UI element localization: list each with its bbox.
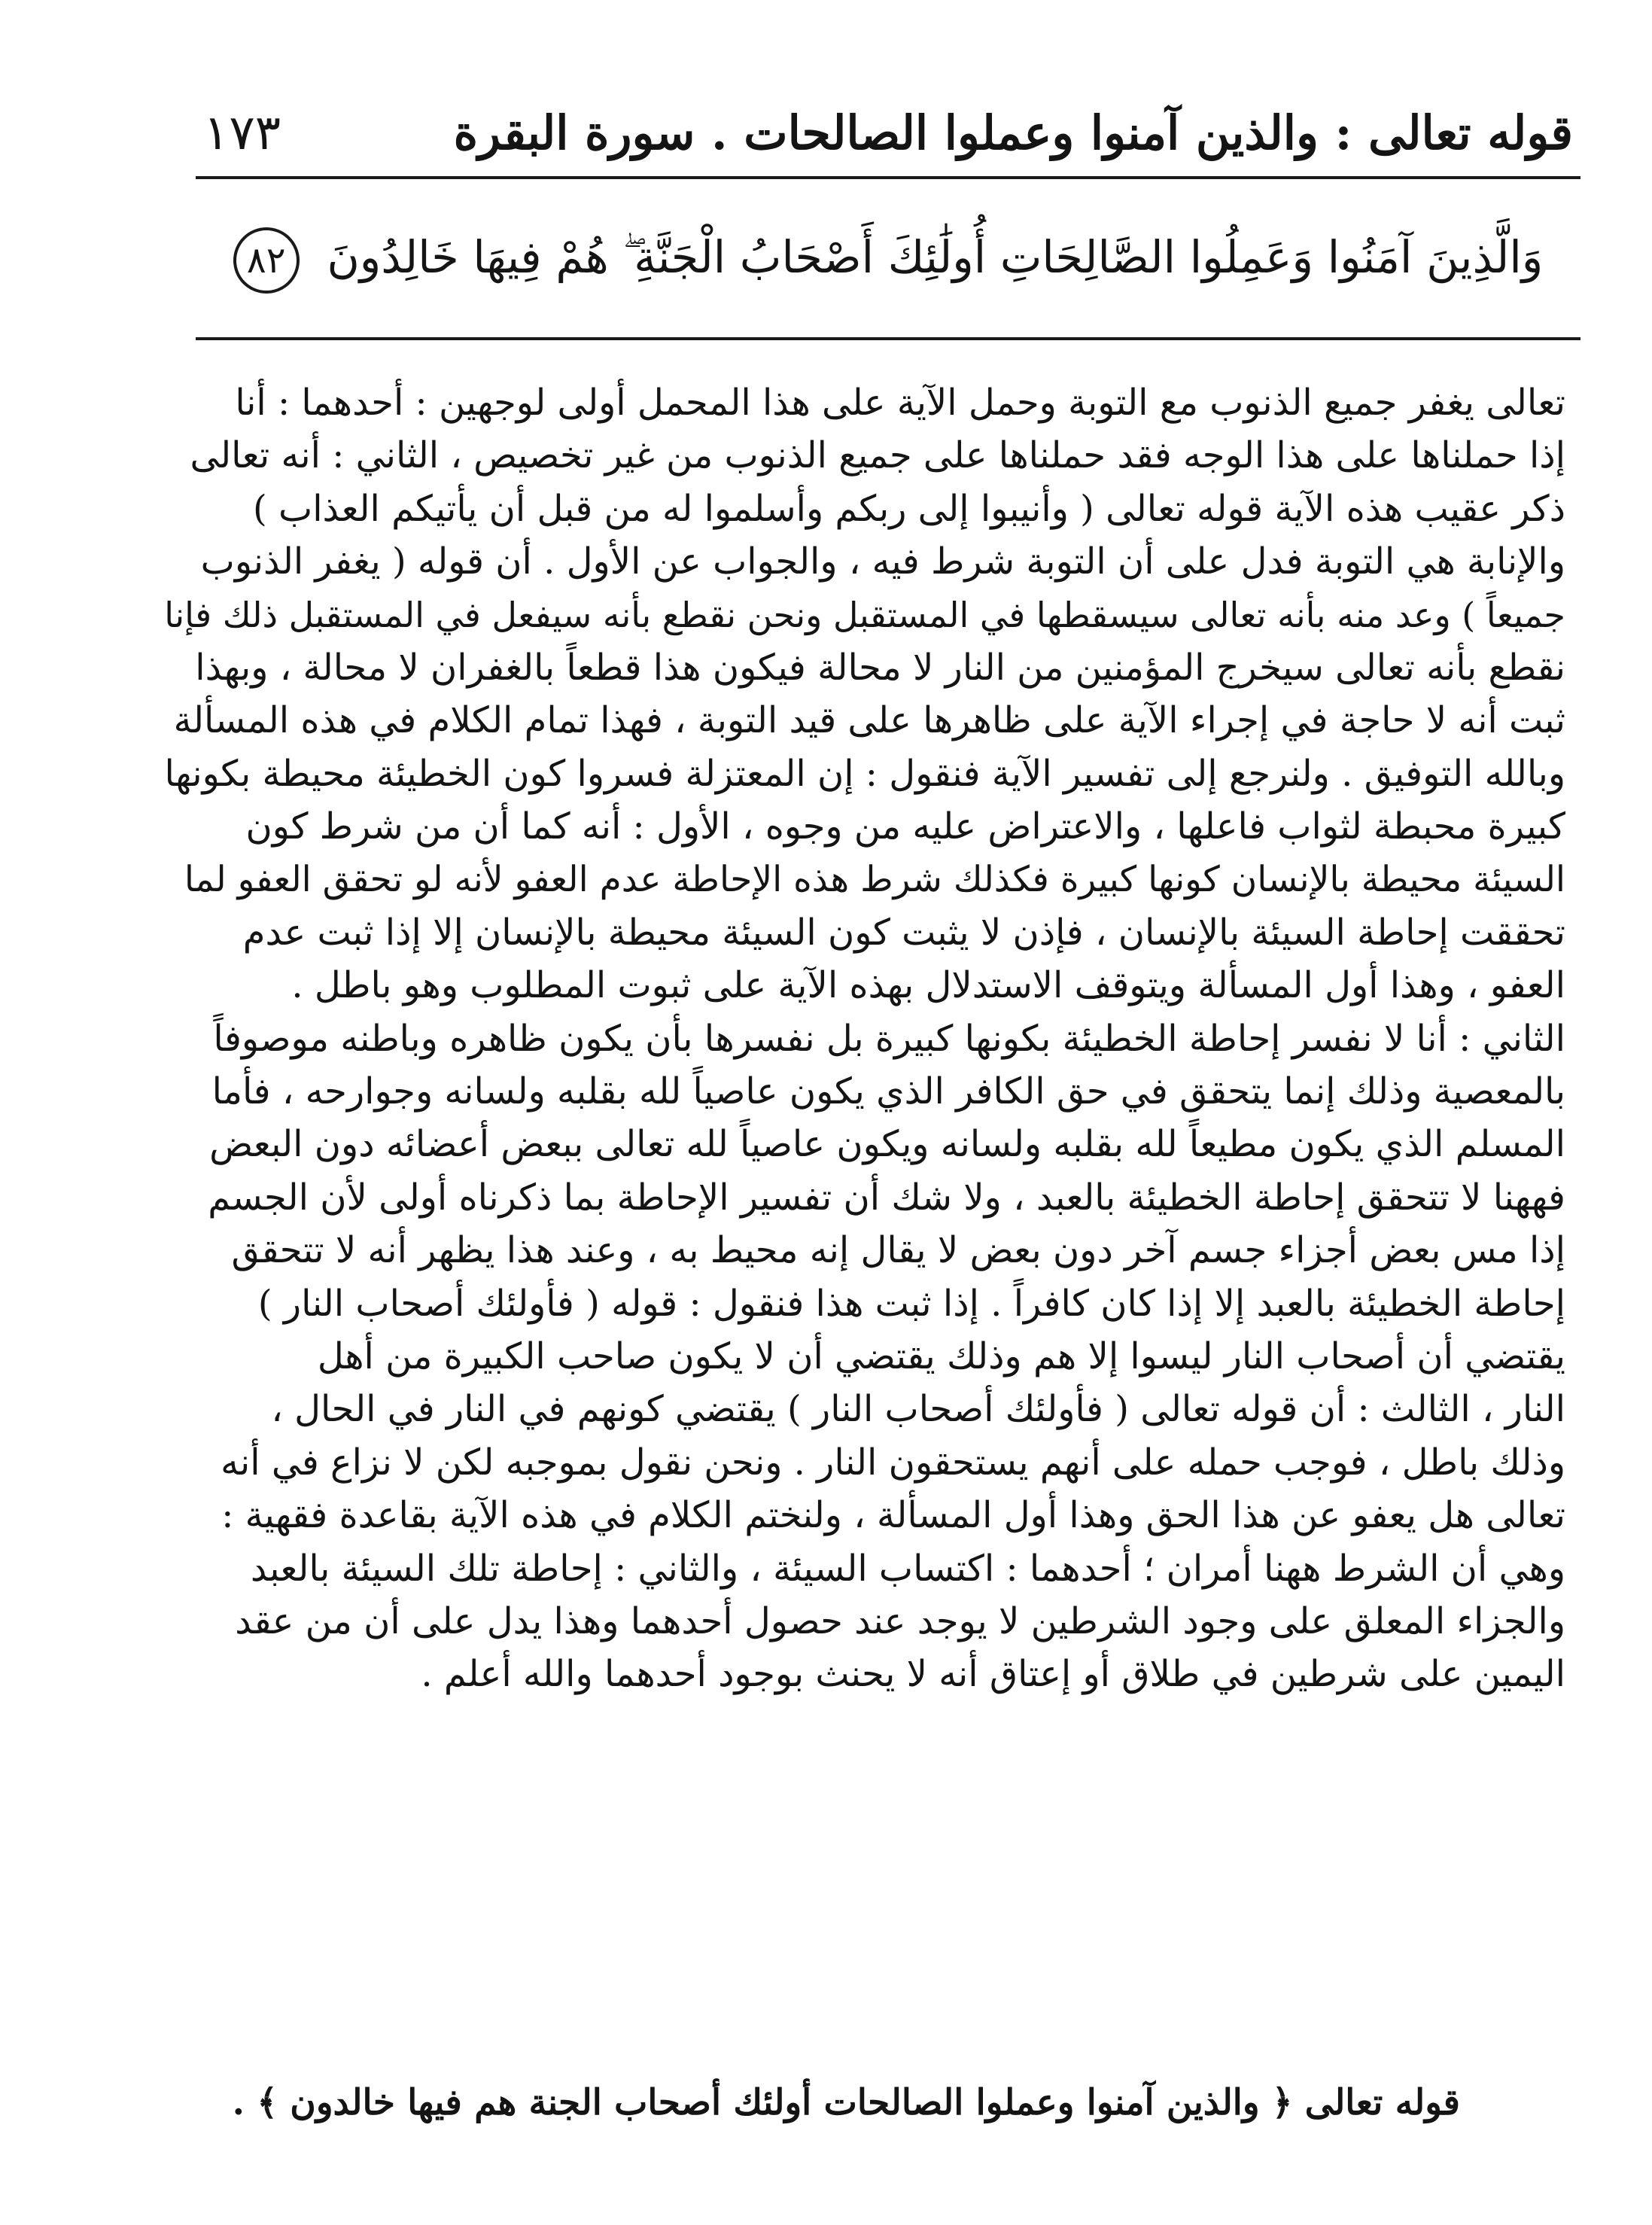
body-line: يقتضي أن أصحاب النار ليسوا إلا هم وذلك يقتضي أن لا يكون صاحب الكبيرة من أهل (317, 1335, 1565, 1378)
verse-number-marker: ٨٢ (233, 227, 300, 294)
body-line: الثاني : أنا لا نفسر إحاطة الخطيئة بكونها كبيرة بل نفسرها بأن يكون ظاهره وباطنه موصوفاً (213, 1017, 1565, 1060)
body-line: والإنابة هي التوبة فدل على أن التوبة شرط فيه ، والجواب عن الأول . أن قوله ( يغفر الذنوب (200, 540, 1565, 583)
body-line: تحققت إحاطة السيئة بالإنسان ، فإذن لا يثبت كون السيئة محيطة بالإنسان إلا إذا ثبت عدم (242, 911, 1565, 954)
quran-verse (226, 197, 1550, 318)
body-line: نقطع بأنه تعالى سيخرج المؤمنين من النار لا محالة فيكون هذا قطعاً بالغفران لا محالة ، وبهذا (195, 646, 1565, 689)
section-heading: قوله تعالى ﴿ والذين آمنوا وعملوا الصالحات أولئك أصحاب الجنة هم فيها خالدون ﴾ . (232, 2082, 1460, 2123)
verse-text: وَالَّذِينَ آمَنُوا وَعَمِلُوا الصَّالِحَاتِ أُولَٰئِكَ أَصْحَابُ الْجَنَّةِ ۖ هُمْ فِيهَا خَالِدُونَ (327, 231, 1544, 283)
body-line: كبيرة محبطة لثواب فاعلها ، والاعتراض عليه من وجوه ، الأول : أنه كما أن من شرط كون (245, 805, 1565, 848)
body-line: النار ، الثالث : أن قوله تعالى ( فأولئك أصحاب النار ) يقتضي كونهم في النار في الحال ، (271, 1388, 1565, 1431)
body-line: فههنا لا تتحقق إحاطة الخطيئة بالعبد ، ولا شك أن تفسير الإحاطة بما ذكرناه أولى لأن الجسم (208, 1176, 1565, 1219)
body-line: المسلم الذي يكون مطيعاً لله بقلبه ولسانه ويكون عاصياً لله تعالى ببعض أعضائه دون البعض (209, 1123, 1565, 1166)
verse-divider (196, 337, 1581, 340)
commentary-body (158, 376, 1565, 1701)
header-divider (196, 176, 1581, 179)
running-title: قوله تعالى : والذين آمنوا وعملوا الصالحات . سورة البقرة (453, 105, 1573, 160)
body-line: بالمعصية وذلك إنما يتحقق في حق الكافر الذي يكون عاصياً لله بقلبه ولسانه وجوارحه ، فأما (211, 1070, 1565, 1113)
page-number: ١٧٣ (203, 105, 281, 161)
body-line: تعالى يغفر جميع الذنوب مع التوبة وحمل الآية على هذا المحمل أولى لوجهين : أحدهما : أنا (235, 382, 1565, 424)
body-line: اليمين على شرطين في طلاق أو إعتاق أنه لا يحنث بوجود أحدهما والله أعلم . (421, 1653, 1565, 1696)
body-line: إحاطة الخطيئة بالعبد إلا إذا كان كافراً . إذا ثبت هذا فنقول : قوله ( فأولئك أصحاب النار ) (257, 1282, 1565, 1325)
body-line: ثبت أنه لا حاجة في إجراء الآية على ظاهرها على قيد التوبة ، فهذا تمام الكلام في هذه المسألة (173, 699, 1565, 742)
body-line: ذكر عقيب هذه الآية قوله تعالى ( وأنيبوا إلى ربكم وأسلموا له من قبل أن يأتيكم العذاب ) (253, 487, 1565, 530)
body-line: العفو ، وهذا أول المسألة ويتوقف الاستدلال بهذه الآية على ثبوت المطلوب وهو باطل . (291, 964, 1565, 1007)
body-line: وهي أن الشرط ههنا أمران ؛ أحدهما : اكتساب السيئة ، والثاني : إحاطة تلك السيئة بالعبد (250, 1547, 1565, 1590)
body-line: والجزاء المعلق على وجود الشرطين لا يوجد عند حصول أحدهما وهذا يدل على أن من عقد (235, 1600, 1565, 1642)
body-line: إذا حملناها على هذا الوجه فقد حملناها على جميع الذنوب من غير تخصيص ، الثاني : أنه تعالى (190, 434, 1565, 477)
running-header (188, 90, 1588, 166)
body-line: وبالله التوفيق . ولنرجع إلى تفسير الآية فنقول : إن المعتزلة فسروا كون الخطيئة محيطة بكونها (164, 752, 1565, 795)
body-line: إذا مس بعض أجزاء جسم آخر دون بعض لا يقال إنه محيط به ، وعند هذا يظهر أنه لا تتحقق (231, 1229, 1565, 1272)
body-line: وذلك باطل ، فوجب حمله على أنهم يستحقون النار . ونحن نقول بموجبه لكن لا نزاع في أنه (221, 1441, 1565, 1484)
body-line: تعالى هل يعفو عن هذا الحق وهذا أول المسألة ، ولنختم الكلام في هذه الآية بقاعدة فقهية : (221, 1494, 1565, 1537)
body-line: جميعاً ) وعد منه بأنه تعالى سيسقطها في المستقبل ونحن نقطع بأنه سيفعل في المستقبل ذلك فإنا (164, 594, 1565, 635)
body-line: السيئة محيطة بالإنسان كونها كبيرة فكذلك شرط هذه الإحاطة عدم العفو لأنه لو تحقق العفو لما (184, 858, 1565, 900)
